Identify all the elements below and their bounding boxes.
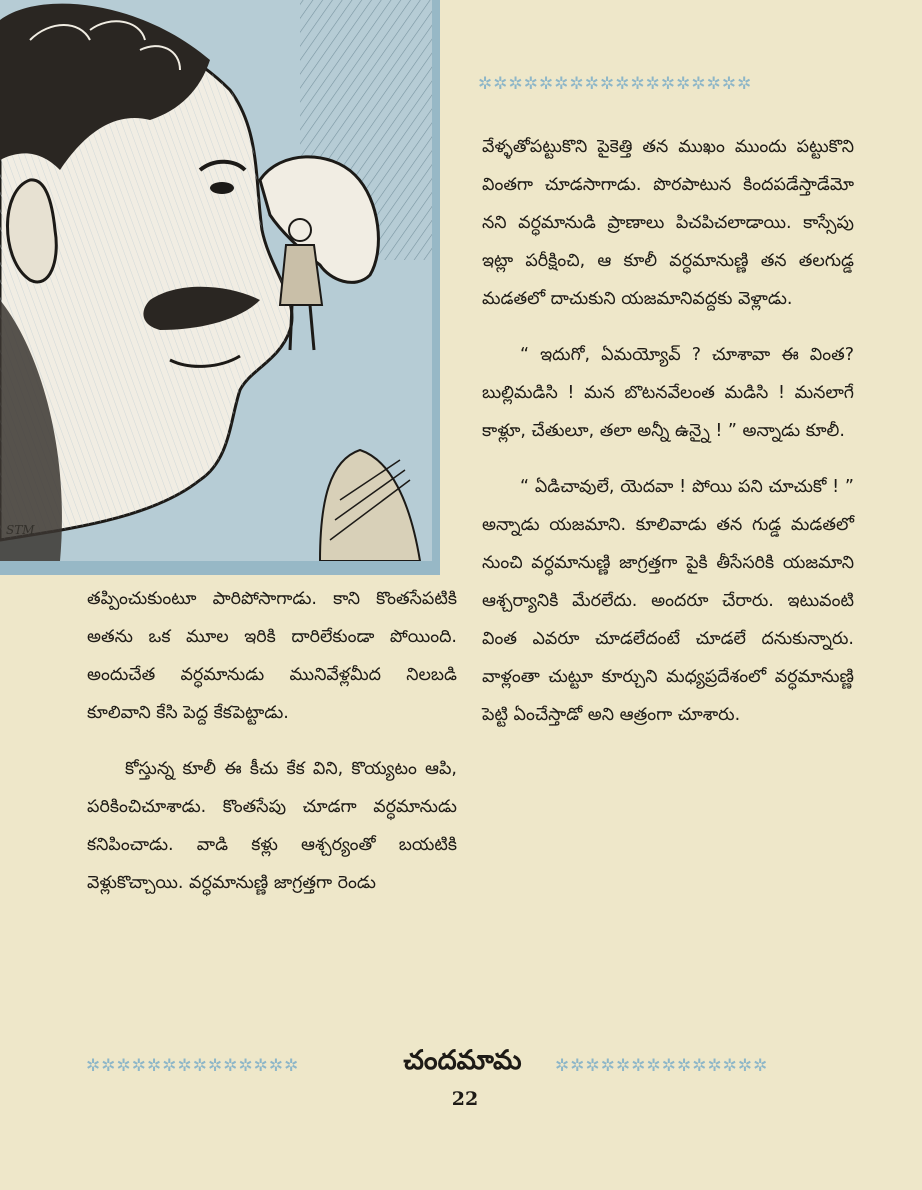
giant-holding-tiny-man-illustration — [0, 0, 432, 561]
paragraph: తప్పించుకుంటూ పారిపోసాగాడు. కాని కొంతసేపటికి అతను ఒక మూల ఇరికి దారిలేకుండా పోయింది. అందుచేత వర్ధమానుడు మునివేళ్లమీద నిలబడి కూలివాని కేసి పెద్ద కేకపెట్టాడు. — [87, 589, 457, 723]
right-text-column — [482, 128, 854, 734]
star-ornament-footer-right: ✲✲✲✲✲✲✲✲✲✲✲✲✲✲ — [555, 1056, 769, 1076]
star-ornament-footer-left: ✲✲✲✲✲✲✲✲✲✲✲✲✲✲ — [86, 1056, 300, 1076]
paragraph: కోస్తున్న కూలీ ఈ కీచు కేక విని, కొయ్యటం ఆపి, పరికించిచూశాడు. కొంతసేపు చూడగా వర్ధమానుడు కనిపించాడు. వాడి కళ్లు ఆశ్చర్యంతో బయటికి వెళ్లుకొచ్చాయి. వర్ధమానుణ్ణి జాగ్రత్తగా రెండు — [87, 759, 457, 893]
story-illustration — [0, 0, 440, 575]
paragraph: వేళ్ళతోపట్టుకొని పైకెత్తి తన ముఖం ముందు పట్టుకొని వింతగా చూడసాగాడు. పొరపాటున కిందపడేస్తాడేమో నని వర్ధమానుడి ప్రాణాలు పిచపిచలాడాయి. కాస్సేపు ఇట్లా పరీక్షించి, ఆ కూలీ వర్ధమానుణ్ణి తన తలగుడ్డ మడతలో దాచుకుని యజమానివద్దకు వెళ్లాడు. — [482, 137, 854, 309]
artist-signature: STM — [6, 523, 35, 537]
star-ornament-top: ✲✲✲✲✲✲✲✲✲✲✲✲✲✲✲✲✲✲ — [478, 74, 753, 94]
paragraph: “ ఇదుగో, ఏమయ్యోవ్ ? చూశావా ఈ వింత? బుల్లిమడిసి ! మన బొటనవేలంత మడిసి ! మనలాగే కాళ్లూ, చేతులూ, తలా అన్నీ ఉన్నై ! ” అన్నాడు కూలీ. — [482, 345, 854, 441]
page-number: 22 — [451, 1088, 479, 1110]
left-text-column — [87, 580, 457, 902]
paragraph: “ ఏడిచావులే, యెదవా ! పోయి పని చూచుకో ! ” అన్నాడు యజమాని. కూలివాడు తన గుడ్డ మడతలో నుంచి వర్ధమానుణ్ణి జాగ్రత్తగా పైకి తీసేసరికి యజమాని ఆశ్చర్యానికి మేరలేదు. అందరూ చేరారు. ఇటువంటి వింత ఎవరూ చూడలేదంటే చూడలే దనుకున్నారు. వాళ్లంతా చుట్టూ కూర్చుని మధ్యప్రదేశంలో వర్ధమానుణ్ణి పెట్టి ఏంచేస్తాడో అని ఆత్రంగా చూశారు. — [482, 477, 854, 725]
magazine-title: చందమామ — [403, 1045, 522, 1076]
